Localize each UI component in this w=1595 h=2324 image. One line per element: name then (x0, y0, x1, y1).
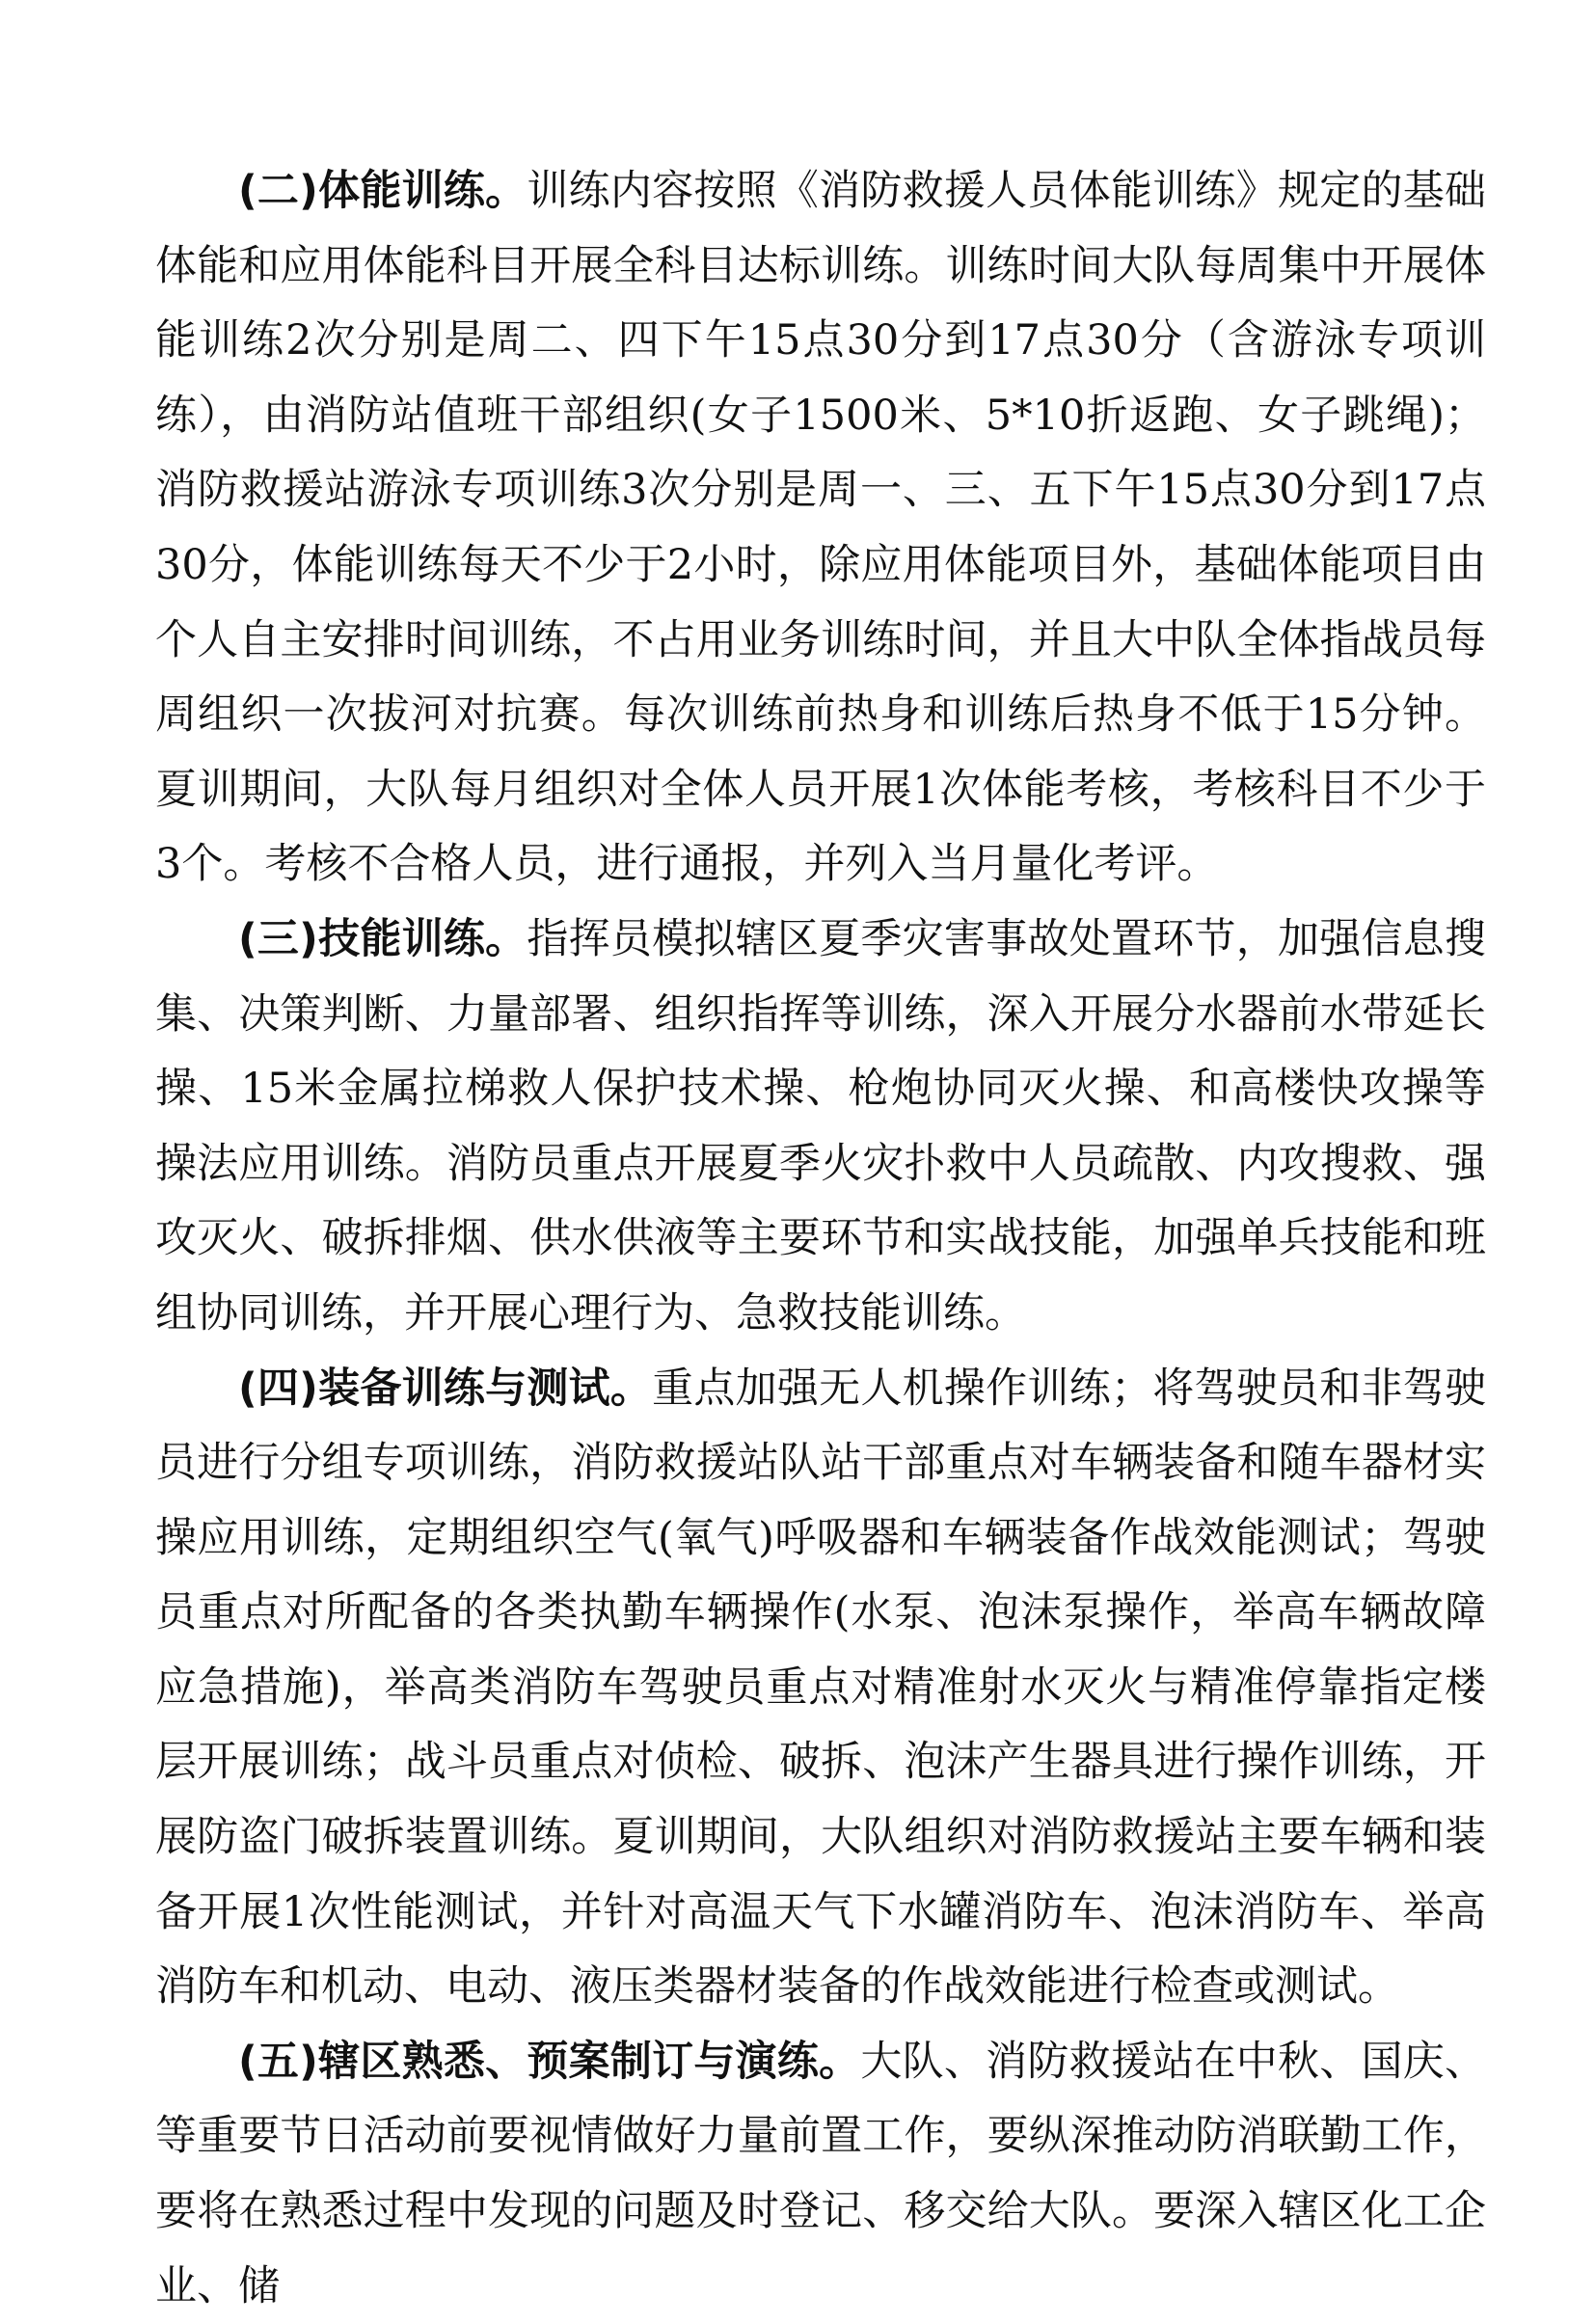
text-run: 指挥员模拟 (527, 914, 736, 963)
text-run: 点 (800, 316, 847, 365)
text-run: 辖区夏 (735, 914, 861, 963)
text-run: 、等重要节日活动前要视情做好力量前置工作，要纵深推动防消联勤工作，要将在熟悉过程中发现的问题及时登记、移交给大队。要深入辖区化工企业、储 (155, 2037, 1487, 2310)
paragraph-skills (155, 903, 1486, 1352)
text-run: 3 (621, 466, 648, 515)
section-heading: (二)体能训练。 (238, 167, 527, 215)
paragraph-equipment (155, 1352, 1486, 2025)
text-run: 分水器前水带延长操 (155, 989, 1487, 1114)
text-run: 天气下水罐消防车、泡沫消防车、举高消防车和机动、电动、液压类器材装备的作战效能进行检查或测试。 (155, 1887, 1487, 2012)
text-run: 训练内容按照《消防救援人员体能训练》规定的基础体能和应用体能科目开展全科目达标训练。训练时间大队每周集中开展体能训练2次分别是周二、四下午15 (155, 167, 1486, 365)
text-run: 17 (1391, 466, 1445, 515)
text-run: 游泳专项训练 (366, 466, 622, 515)
text-run: 、15 (198, 1065, 294, 1114)
section-heading: (四)装备训练与测试。 (238, 1364, 653, 1413)
text-run: 大队、消防救援站在 (860, 2037, 1236, 2086)
text-run: 每次训练前热身和训练后热身不低于15分钟。 (623, 690, 1486, 740)
text-run: 17 (987, 316, 1041, 365)
text-run: 重点 (652, 1364, 736, 1413)
text-run: 15 (1156, 466, 1210, 515)
text-run: 季火灾扑救中人员疏散、内攻搜救、强攻灭火、破拆排烟、供水供液等主要环节和实战技能，加强单兵技能和班组协同训练，并开展心理行为、急救技能训练。 (155, 1139, 1487, 1338)
text-run: 夏 (612, 1813, 655, 1862)
text-run: ，体能训练每天不少于2小时，除应用体能项目外，基础体能项目由个人自主安排时间训练，不占用业务训练时间， (155, 540, 1487, 664)
section-heading: (五)辖区熟悉、预案制订与演练。 (238, 2037, 861, 2086)
text-run: 夏 (155, 765, 198, 814)
text-run: 高温 (687, 1887, 771, 1936)
text-run: 将驾驶员和非驾驶员进行分组专项训练 (155, 1364, 1487, 1488)
text-run: 夏 (737, 1139, 779, 1188)
text-run: 30 (846, 316, 900, 365)
text-run: 分（含游泳专项训练）， (155, 316, 1487, 440)
text-run: 训期间，大队每月组织对全体人员开展1次体能考核，考核科目不少于3个。考核不合格人员，进行通报，并列入当月量化考评。 (155, 765, 1487, 889)
text-run: 等操法应用训练。消防员重点开展 (155, 1065, 1487, 1188)
text-run: 30 (155, 540, 208, 589)
text-run: 中秋、国庆 (1235, 2037, 1446, 2086)
text-run: 训期间，大队组织对消防救援站主要车辆和装备开展1次性能测试，并针对 (155, 1813, 1487, 1936)
paragraph-area (155, 2025, 1486, 2324)
text-run: ； (1110, 1364, 1152, 1413)
text-run: 加强无人机操作训练 (735, 1364, 1111, 1413)
text-run: 30 (1086, 316, 1139, 365)
text-run: 点 (1041, 316, 1087, 365)
text-run: 次分别是周一、三、五下午 (647, 466, 1157, 515)
text-run: 点 (1444, 466, 1487, 515)
text-run: 由消防站值班干部组织(女子1500米、5*10折返跑、女子跳绳)；消防救援站 (155, 391, 1487, 515)
text-run: 并且大中队全体指战员每周组织一次拔河对抗赛。 (155, 615, 1487, 740)
text-run: 分到 (899, 316, 988, 365)
document-body (155, 154, 1486, 2324)
text-run: 季灾害事故处置环节，加强信息搜集、决策判断、力量部署、组织指挥等训练，深入开展 (155, 914, 1487, 1039)
text-run: 点 (1209, 466, 1253, 515)
text-run: 分到 (1305, 466, 1392, 515)
section-heading: (三)技能训练。 (238, 914, 527, 963)
text-run: 30 (1252, 466, 1306, 515)
text-run: 分 (207, 540, 251, 589)
text-run: ，消防救援站队站干部重点对车辆装备和随车器材实操应用训练，定期组织空气(氧气)呼吸器和车辆装备作战效能测试；驾驶员重点对所配备的各类执勤车辆操作(水泵、泡沫泵操作，举高车辆故障应急措施)，举高类消防车驾驶员重点对精准射水灭火与精准停靠指定楼层开展训练；战斗员重点对侦检、破拆、泡沫产生器具进行操作训练，开展防盗门破拆装置训练。 (155, 1439, 1487, 1862)
text-run: 米金属拉梯救人保护技术操、枪炮协同灭火操、和高楼快攻操 (293, 1065, 1446, 1114)
paragraph-physical (155, 154, 1486, 903)
